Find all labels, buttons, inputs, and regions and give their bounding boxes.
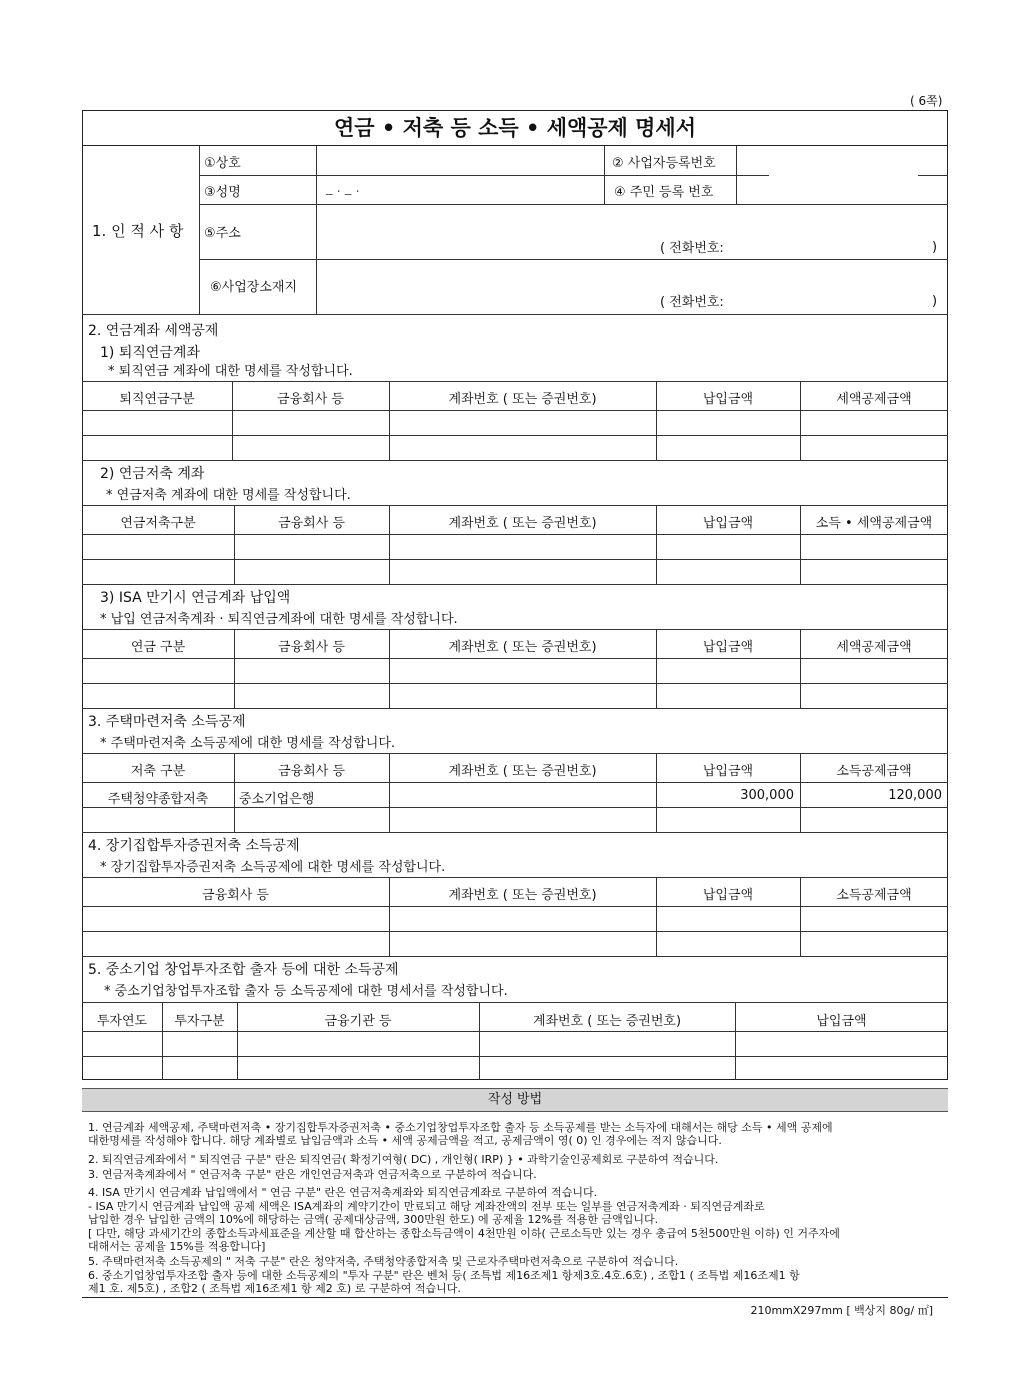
section4-note: * 장기집합투자증권저축 소득공제에 대한 명세를 작성합니다. [100,860,446,875]
section4-title: 4. 장기집합투자증권저축 소득공제 [88,838,300,854]
divider [82,435,948,436]
divider [82,381,948,382]
divider [82,410,948,411]
table-header: 금융회사 등 [278,764,345,779]
divider [82,753,948,754]
table-header: 금융회사 등 [202,888,269,903]
divider [82,782,948,783]
phone-close: ) [932,240,938,255]
trade-name-label: ①상호 [204,156,241,171]
paid-amount-cell: 300,000 [740,788,794,803]
table-header: 계좌번호 ( 또는 증권번호) [532,1014,682,1029]
divider [199,204,948,205]
biz-reg-label: ② 사업자등록번호 [612,156,716,171]
section2-title: 2. 연금계좌 세액공제 [88,323,219,339]
table-header: 저축 구분 [130,764,186,779]
divider [82,807,948,808]
howto-line: 4. ISA 만기시 연금계좌 납입액에서 " 연금 구분" 란은 연금저축계좌와 퇴직연금계좌로 구분하여 적습니다. [88,1186,598,1199]
table-header: 세액공제금액 [836,392,912,407]
divider [82,1031,948,1032]
divider [82,534,948,535]
howto-line: 3. 연금저축계좌에서 " 연금저축 구분" 란은 개인연금저축과 연금저축으로 구분하여 적습니다. [88,1168,537,1181]
paper-spec-footer: 210mmX297mm [ 백상지 80g/ ㎡] [750,1304,933,1317]
table-header: 금융회사 등 [278,516,345,531]
table-header: 투자구분 [174,1014,225,1029]
divider [316,146,317,314]
table-header: 납입금액 [816,1014,867,1029]
financial-company-cell: 중소기업은행 [239,792,315,807]
divider [199,146,200,314]
howto-line: 대해서는 공제율 15%를 적용합니다] [88,1240,266,1253]
divider [199,259,948,260]
table-header: 소득공제금액 [836,764,912,779]
howto-line: 6. 중소기업창업투자조합 출자 등에 대한 소득공제의 "투자 구분" 란은 벤처 등( 조특법 제16조제1 항제3호.4호.6호) , 조합1 ( 조특법 제16조제1 항 [88,1269,800,1282]
divider [918,175,948,176]
howto-title: 작성 방법 [82,1088,948,1112]
table-header: 금융회사 등 [278,640,345,655]
divider [82,314,948,315]
table-header: 금융기관 등 [324,1014,392,1029]
howto-line: 2. 퇴직연금계좌에서 " 퇴직연금 구분" 란은 퇴직연금( 확정기여형( DC) , 개인형( IRP) } • 과학기술인공제회로 구분하여 적습니다. [88,1153,719,1166]
divider [82,877,948,878]
divider [82,931,948,932]
form-title: 연금 • 저축 등 소득 • 세액공제 명세서 [82,110,948,146]
divider [199,175,769,176]
section2-sub2-note: * 연금저축 계좌에 대한 명세를 작성합니다. [106,488,351,503]
section5-title: 5. 중소기업 창업투자조합 출자 등에 대한 소득공제 [88,962,399,978]
savings-type-cell: 주택청약종합저축 [107,792,209,807]
divider [82,559,948,560]
table-header: 연금저축구분 [120,516,196,531]
howto-line: 1. 연금계좌 세액공제, 주택마련저축 • 장기집합투자증권저축 • 중소기업창업투자조합 출자 등 소득공제를 받는 소득자에 대해서는 해당 소득 • 세액 공제에 [88,1121,833,1134]
table-header: 투자연도 [96,1014,148,1029]
howto-line: 제1 호. 제5호) , 조합2 ( 조특법 제16조제1 항 제2 호) 로 구분하여 적습니다. [88,1282,461,1295]
phone2-close: ) [932,294,938,309]
divider [82,956,948,957]
workplace-label: ⑥사업장소재지 [210,280,298,295]
table-header: 퇴직연금구분 [119,392,195,407]
divider [82,1002,948,1003]
howto-line: 대한명세를 작성해야 합니다. 해당 계좌별로 납입금액과 소득 • 세액 공제금액을 적고, 공제금액이 영( 0) 인 경우에는 적지 않습니다. [88,1134,722,1147]
divider [82,584,948,585]
section3-title: 3. 주택마련저축 소득공제 [88,714,246,730]
divider [82,460,948,461]
name-label: ③성명 [204,185,241,200]
resident-reg-label: ④ 주민 등록 번호 [614,185,714,200]
section2-sub3-title: 3) ISA 만기시 연금계좌 납입액 [100,590,291,606]
table-header: 계좌번호 ( 또는 증권번호) [448,640,597,655]
section5-note: * 중소기업창업투자조합 출자 등 소득공제에 대한 명세서를 작성합니다. [104,984,508,999]
table-header: 금융회사 등 [277,392,344,407]
table-header: 소득 • 세액공제금액 [815,516,933,531]
divider [82,505,948,506]
divider [82,832,948,833]
table-header: 계좌번호 ( 또는 증권번호) [448,392,597,407]
table-header: 납입금액 [702,764,754,779]
table-header: 계좌번호 ( 또는 증권번호) [448,888,597,903]
divider [82,708,948,709]
section1-title: 1. 인 적 사 항 [92,222,184,240]
table-header: 세액공제금액 [836,640,912,655]
divider [82,658,948,659]
table-header: 소득공제금액 [836,888,912,903]
table-header: 계좌번호 ( 또는 증권번호) [448,516,597,531]
section2-sub1-note: * 퇴직연금 계좌에 대한 명세를 작성합니다. [108,364,353,379]
phone-label: ( 전화번호: [660,241,724,256]
howto-line: [ 다만, 해당 과세기간의 종합소득과세표준을 계산할 때 합산하는 종합소득금액이 4천만원 이하( 근로소득만 있는 경우 총급여 5천500만원 이하) 인 거주자에 [88,1227,840,1240]
table-header: 연금 구분 [130,640,186,655]
deduction-amount-cell: 120,000 [888,788,942,803]
section2-sub3-note: * 납입 연금저축계좌 · 퇴직연금계좌에 대한 명세를 작성합니다. [100,612,458,627]
divider [82,1297,948,1298]
divider [82,629,948,630]
section2-sub1-title: 1) 퇴직연금계좌 [100,345,200,361]
table-header: 납입금액 [702,516,754,531]
phone2-label: ( 전화번호: [660,295,724,310]
page-number: ( 6쪽) [910,94,943,108]
howto-line: 납입한 경우 납입한 금액의 10%에 해당하는 금액( 공제대상금액, 300만원 한도) 에 공제율 12%를 적용한 금액입니다. [88,1213,659,1226]
section3-note: * 주택마련저축 소득공제에 대한 명세를 작성합니다. [100,736,396,751]
howto-line: 5. 주택마련저축 소득공제의 " 저축 구분" 란은 청약저축, 주택청약종합저축 및 근로자주택마련저축으로 구분하여 적습니다. [88,1255,679,1268]
name-value: _ . _ . [326,181,360,196]
section2-sub2-title: 2) 연금저축 계좌 [100,466,205,482]
divider [82,683,948,684]
address-label: ⑤주소 [204,226,241,241]
divider [82,906,948,907]
table-header: 납입금액 [702,888,754,903]
divider [82,1056,948,1057]
howto-line: - ISA 만기시 연금계좌 납입액 공제 세액은 ISA계좌의 계약기간이 만료되고 해당 계좌잔액의 전부 또는 일부를 연금저축계좌 · 퇴직연금계좌로 [88,1200,765,1213]
table-header: 계좌번호 ( 또는 증권번호) [448,764,597,779]
table-header: 납입금액 [702,392,754,407]
table-header: 납입금액 [702,640,754,655]
